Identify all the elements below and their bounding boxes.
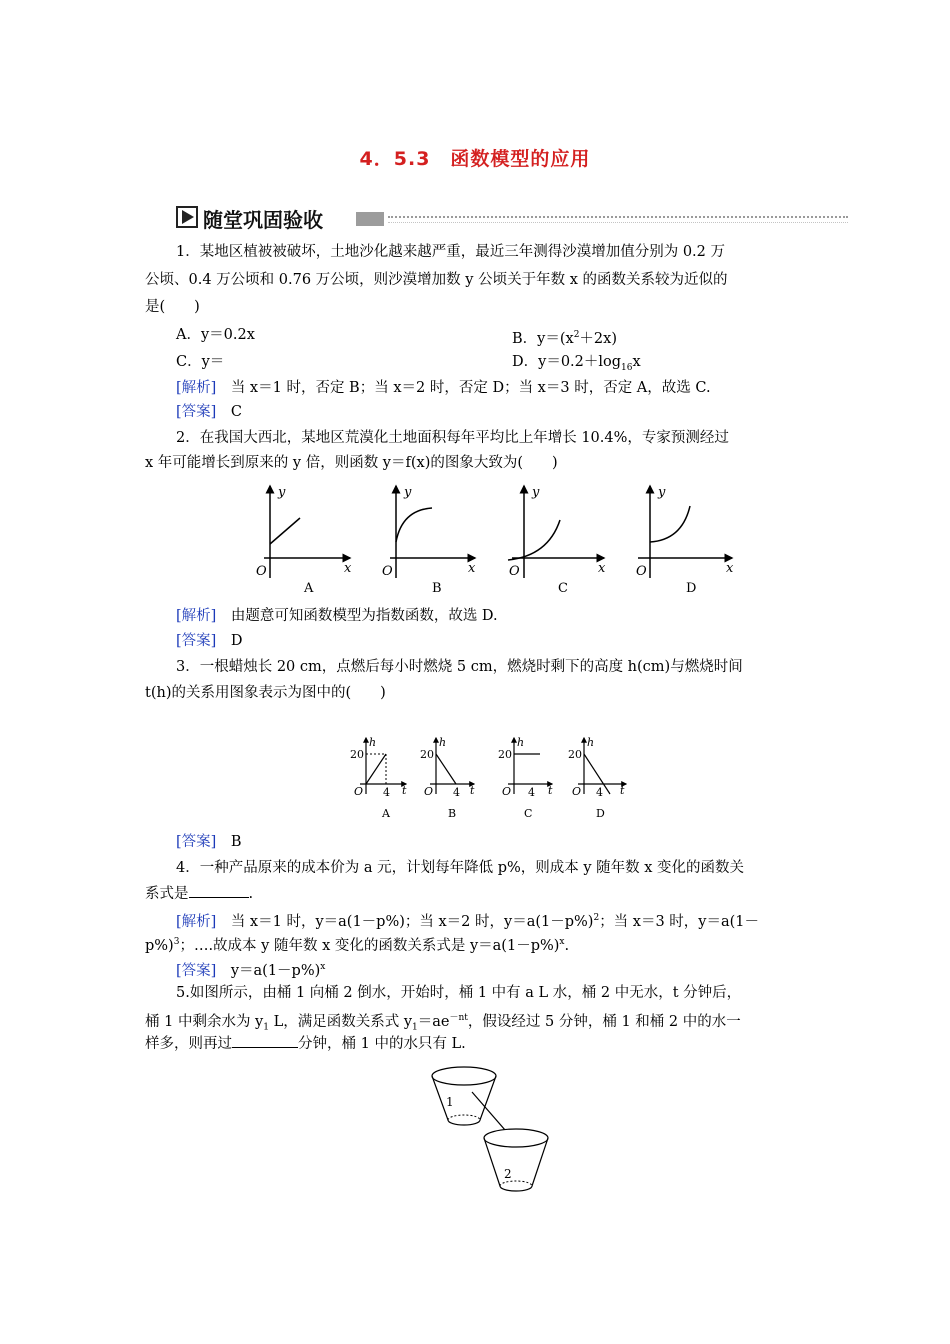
- q5-line2: 桶 1 中剩余水为 $y_1$ L，满足函数关系式 $y_1=ae^{-nt}$，假设经过 5 分钟，桶 1 和桶 2 中的水一: [145, 1013, 741, 1033]
- axis-x-label: x: [344, 561, 352, 576]
- analysis-tag: [解析]: [176, 380, 217, 396]
- q4-line2: 系式是 .: [145, 883, 253, 904]
- q1-line3: 是( ): [145, 299, 200, 315]
- axis-y-label: y: [532, 485, 540, 500]
- answer-blank: [232, 1033, 298, 1048]
- q2-graph-a: [256, 485, 352, 596]
- svg-text:O: O: [502, 785, 512, 798]
- axis-x-label: x: [726, 561, 734, 576]
- svg-text:t: t: [548, 784, 553, 797]
- origin-label: O: [636, 564, 647, 579]
- answer-blank: [189, 883, 249, 898]
- origin-label: O: [509, 564, 520, 579]
- axis-x-label: x: [468, 561, 476, 576]
- answer-tag: [答案]: [176, 962, 217, 979]
- section-header: [176, 202, 848, 234]
- q4-line1: 4．一种产品原来的成本价为 a 元，计划每年降低 p%，则成本 y 随年数 x 变化的函数关: [176, 860, 745, 876]
- svg-text:h: h: [517, 736, 525, 749]
- graph-label-b: B: [448, 807, 457, 820]
- svg-text:20: 20: [420, 748, 434, 761]
- q2-analysis: [解析] 由题意可知函数模型为指数函数，故选 D.: [176, 608, 498, 624]
- q3-line1: 3．一根蜡烛长 20 cm，点燃后每小时燃烧 5 cm，燃烧时剩下的高度 h(cm)与燃烧时间: [176, 659, 743, 675]
- q3-line2: t(h)的关系用图象表示为图中的( ): [145, 685, 386, 701]
- origin-label: O: [256, 564, 267, 579]
- play-arrow-icon: [176, 206, 198, 228]
- q1-option-d: D．$y=0.2+\log_{16}x$: [512, 354, 641, 373]
- analysis-tag: [解析]: [176, 608, 217, 624]
- q2-graphs: [250, 480, 750, 602]
- section-divider: [388, 216, 848, 218]
- q4-analysis-line1: [解析] 当 x＝1 时，y＝a(1－p%)；当 x＝2 时，$y=a(1-p\%)^2$；当 x＝3 时，y＝a(1－: [176, 913, 760, 930]
- q3-graph-b: [420, 736, 475, 820]
- svg-text:t: t: [470, 784, 475, 797]
- q2-answer: [答案] D: [176, 633, 243, 649]
- axis-y-label: y: [658, 485, 666, 500]
- q1-option-b: B．$y=(x^2+2x)$: [512, 330, 617, 347]
- axis-x-label: x: [598, 561, 606, 576]
- svg-text:2: 2: [504, 1167, 512, 1181]
- q2-graph-d: [636, 485, 734, 596]
- q2-graph-c: [508, 485, 606, 596]
- origin-label: O: [382, 564, 393, 579]
- q5-bucket-figure: [420, 1062, 570, 1202]
- svg-text:1: 1: [446, 1095, 454, 1109]
- section-divider-light: [388, 222, 848, 223]
- answer-tag: [答案]: [176, 633, 217, 649]
- analysis-tag: [解析]: [176, 913, 217, 930]
- graph-label-d: D: [596, 807, 605, 820]
- svg-text:O: O: [572, 785, 582, 798]
- page-title: 4．5.3 函数模型的应用: [359, 148, 591, 170]
- svg-text:20: 20: [350, 748, 364, 761]
- q2-graph-b: [382, 485, 476, 596]
- q5-line3: 样多，则再过 分钟，桶 1 中的水只有 L.: [145, 1033, 466, 1054]
- q4-answer: [答案] $y=a(1-p\%)^x$: [176, 962, 326, 979]
- svg-text:O: O: [354, 785, 364, 798]
- q1-option-c: C．y＝: [176, 354, 225, 370]
- section-bar: [356, 212, 384, 226]
- q1-line2: 公顷、0.4 万公顷和 0.76 万公顷，则沙漠增加数 y 公顷关于年数 x 的函数关系较为近似的: [145, 272, 728, 288]
- svg-text:20: 20: [568, 748, 582, 761]
- graph-label-c: C: [558, 581, 568, 596]
- graph-label-d: D: [686, 581, 697, 596]
- bucket-1: [432, 1067, 496, 1125]
- graph-label-a: A: [382, 807, 390, 820]
- answer-tag: [答案]: [176, 834, 217, 850]
- svg-text:t: t: [620, 784, 625, 797]
- q1-option-a: A．y＝0.2x: [176, 327, 255, 343]
- q3-graph-c: [498, 736, 553, 820]
- svg-text:20: 20: [498, 748, 512, 761]
- graph-label-c: C: [524, 807, 533, 820]
- q1-line1: 1．某地区植被被破坏，土地沙化越来越严重，最近三年测得沙漠增加值分别为 0.2 万: [176, 244, 726, 260]
- q1-analysis: [解析] 当 x＝1 时，否定 B；当 x＝2 时，否定 D；当 x＝3 时，否定 A，故选 C.: [176, 380, 711, 396]
- svg-text:4: 4: [596, 786, 603, 799]
- svg-text:4: 4: [453, 786, 460, 799]
- axis-y-label: y: [404, 485, 412, 500]
- q4-analysis-line2: p%)$^3$；….故成本 y 随年数 x 变化的函数关系式是 $y=a(1-p\%)^x$.: [145, 937, 570, 954]
- q3-graph-a: [350, 736, 407, 820]
- q2-line1: 2．在我国大西北，某地区荒漠化土地面积每年平均比上年增长 10.4%，专家预测经过: [176, 430, 729, 446]
- q2-line2: x 年可能增长到原来的 y 倍，则函数 y＝f(x)的图象大致为( ): [145, 455, 558, 471]
- q3-graph-d: [568, 736, 626, 820]
- q3-answer: [答案] B: [176, 834, 242, 850]
- section-label: 随堂巩固验收: [203, 208, 323, 232]
- svg-text:h: h: [369, 736, 377, 749]
- svg-text:t: t: [402, 784, 407, 797]
- axis-y-label: y: [278, 485, 286, 500]
- svg-text:4: 4: [528, 786, 535, 799]
- graph-label-a: A: [304, 581, 314, 596]
- q3-graphs: [346, 732, 636, 824]
- svg-text:h: h: [587, 736, 595, 749]
- svg-text:O: O: [424, 785, 434, 798]
- svg-text:4: 4: [383, 786, 390, 799]
- bucket-2: [484, 1129, 548, 1191]
- graph-label-b: B: [432, 581, 442, 596]
- q5-line1: 5.如图所示，由桶 1 向桶 2 倒水，开始时，桶 1 中有 a L 水，桶 2 中无水，t 分钟后，: [176, 985, 742, 1001]
- answer-tag: [答案]: [176, 404, 217, 420]
- q1-answer: [答案] C: [176, 404, 242, 420]
- svg-text:h: h: [439, 736, 447, 749]
